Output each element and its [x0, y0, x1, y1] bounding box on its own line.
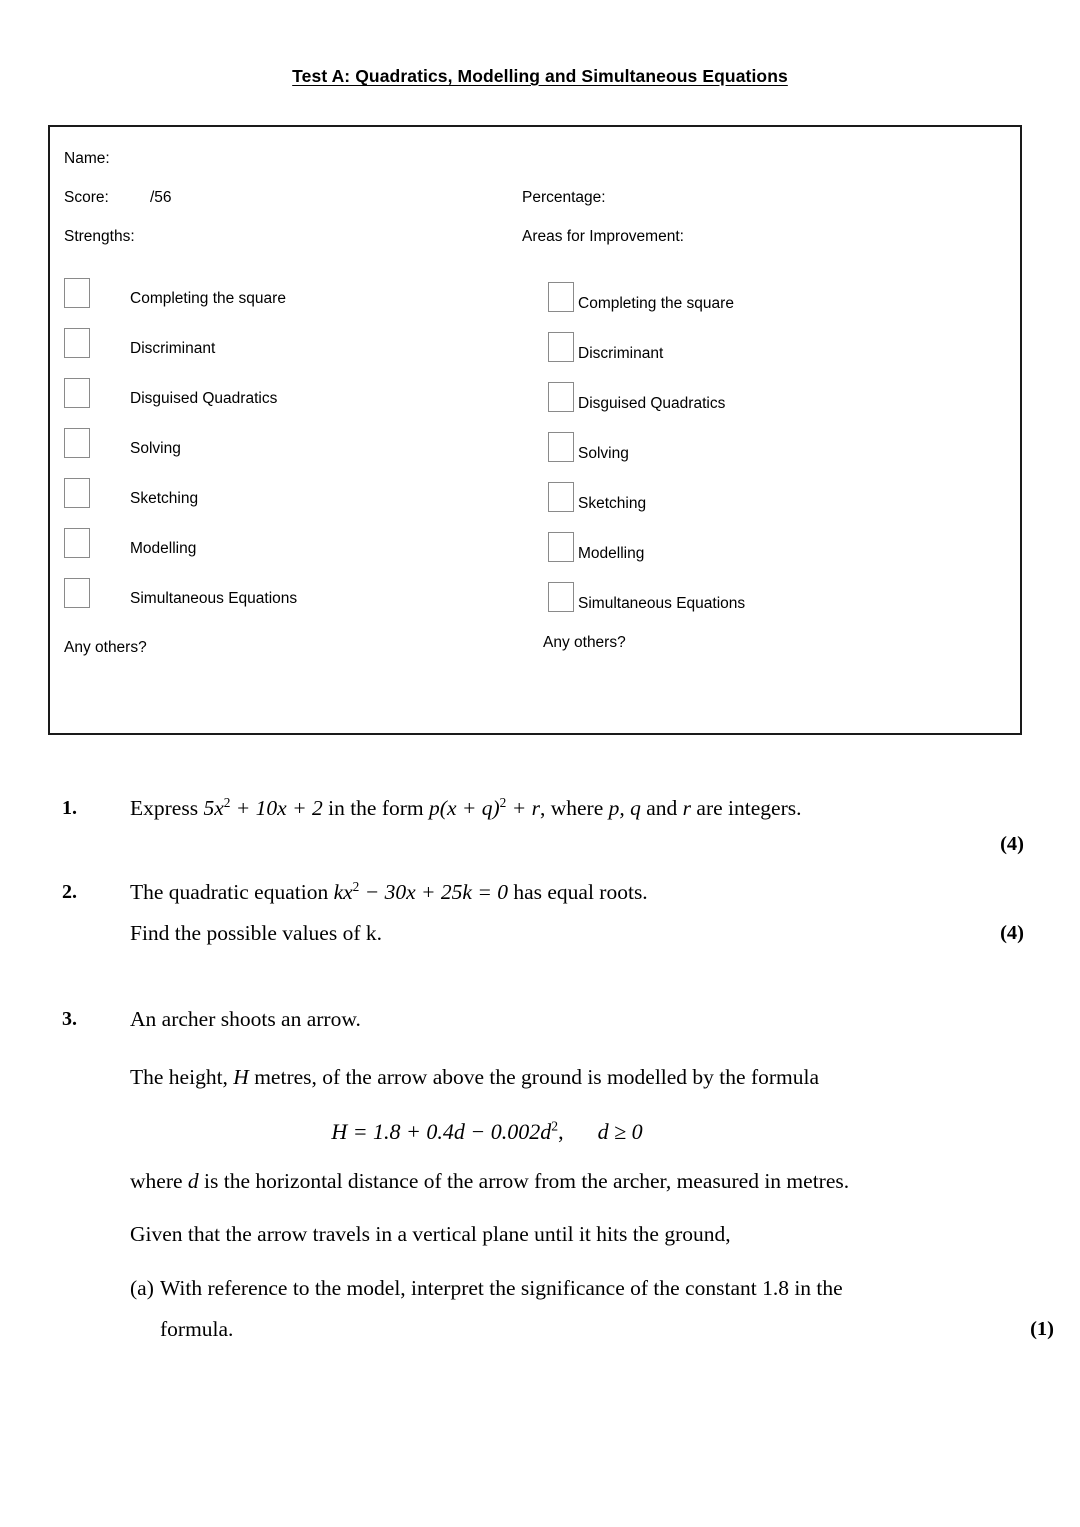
q1-expr-a: 5x [203, 796, 224, 820]
question-3-part-a-marks: (1) [1030, 1318, 1054, 1340]
question-1 [0, 794, 1080, 860]
checkbox-label: Disguised Quadratics [130, 390, 278, 407]
q1-var-r: r [682, 796, 692, 820]
areas-for-improvement-heading: Areas for Improvement: [522, 228, 684, 245]
checkbox-icon[interactable] [64, 328, 90, 358]
checkbox-icon[interactable] [548, 332, 574, 362]
part-a-tag: (a) [130, 1275, 154, 1300]
checkbox-label: Modelling [578, 545, 645, 562]
q1-part-d: + r [506, 796, 540, 820]
question-3-line-1: An archer shoots an arrow. [130, 1006, 361, 1031]
question-3-line-2 [130, 1067, 1024, 1089]
checkbox-icon[interactable] [548, 382, 574, 412]
checkbox-icon[interactable] [548, 532, 574, 562]
question-3 [0, 1006, 1080, 1341]
checkbox-label: Completing the square [130, 290, 286, 307]
score-field-label: Score: [64, 189, 109, 206]
formula-domain: d ≥ 0 [597, 1118, 643, 1144]
checkbox-icon[interactable] [548, 582, 574, 612]
q3-var-H: H [233, 1065, 249, 1089]
any-others-strengths-label: Any others? [64, 639, 147, 656]
question-3-part-a [130, 1275, 1024, 1300]
strengths-heading: Strengths: [64, 228, 135, 245]
checkbox-label: Solving [578, 445, 629, 462]
checkbox-icon[interactable] [548, 282, 574, 312]
question-2-marks: (4) [1000, 922, 1024, 944]
question-number: 1. [62, 797, 77, 819]
question-2-line-1 [130, 878, 1024, 904]
page-title: Test A: Quadratics, Modelling and Simultaneous Equations [292, 66, 788, 86]
percentage-field-label: Percentage: [522, 189, 606, 206]
q2-part-a: The quadratic equation [130, 879, 334, 904]
q2-line2-text: Find the possible values of k. [130, 921, 383, 945]
feedback-cover-box [48, 125, 1022, 735]
checkbox-label: Simultaneous Equations [578, 595, 746, 612]
questions-section [0, 780, 1080, 1341]
question-2 [0, 878, 1080, 945]
q3-part-b: metres, of the arrow above the ground is modelled by the formula [248, 1065, 820, 1089]
name-field-label: Name: [64, 150, 110, 167]
q3-line3-part-b: is the horizontal distance of the arrow from the archer, measured in metres. [198, 1168, 850, 1193]
question-number: 3. [62, 1007, 77, 1030]
checkbox-icon[interactable] [64, 528, 90, 558]
q3-var-d: d [187, 1168, 199, 1193]
q1-part-a: Express [130, 796, 204, 820]
q2-exponent: 2 [352, 878, 360, 894]
part-a-text-line2: formula. [160, 1317, 234, 1341]
formula-main: H = 1.8 + 0.4d − 0.002d [331, 1118, 552, 1144]
part-a-text: With reference to the model, interpret the significance of the constant 1.8 in the [160, 1275, 843, 1300]
q1-part-c: in the form [322, 796, 430, 820]
checkbox-label: Modelling [130, 540, 197, 557]
formula-comma: , [558, 1118, 564, 1144]
checkbox-icon[interactable] [548, 482, 574, 512]
q1-vars-pq: p, q [608, 796, 641, 820]
checkbox-label: Simultaneous Equations [130, 590, 298, 607]
checkbox-label: Sketching [130, 490, 199, 507]
checkbox-icon[interactable] [64, 578, 90, 608]
question-number: 2. [62, 880, 77, 903]
q2-part-c: has equal roots. [507, 879, 648, 904]
q1-part-g: are integers. [691, 796, 802, 820]
q3-part-a: The height, [130, 1065, 234, 1089]
formula-exponent: 2 [551, 1118, 559, 1134]
checkbox-icon[interactable] [64, 378, 90, 408]
question-3-line-4: Given that the arrow travels in a vertical plane until it hits the ground, [130, 1222, 731, 1246]
q2-part-b: − 30x + 25k = 0 [359, 879, 508, 904]
q2-expr: kx [333, 879, 353, 904]
any-others-areas-label: Any others? [543, 634, 626, 651]
checkbox-icon[interactable] [64, 278, 90, 308]
q1-expr-b: p(x + q) [429, 796, 500, 820]
q1-exponent-b: 2 [499, 794, 507, 810]
q1-part-e: , where [539, 796, 609, 820]
checkbox-icon[interactable] [64, 478, 90, 508]
checkbox-label: Solving [130, 440, 181, 457]
checkbox-label: Discriminant [130, 340, 216, 357]
checkbox-label: Sketching [578, 495, 647, 512]
q1-part-f: and [640, 796, 683, 820]
q1-part-b: + 10x + 2 [230, 796, 323, 820]
question-2-line-2 [130, 923, 1024, 945]
checkbox-label: Completing the square [578, 295, 734, 312]
checkbox-icon[interactable] [64, 428, 90, 458]
checkbox-label: Discriminant [578, 345, 664, 362]
checkbox-icon[interactable] [548, 432, 574, 462]
score-total-value: /56 [150, 189, 172, 206]
q3-line3-part-a: where [130, 1168, 188, 1193]
q1-exponent-a: 2 [223, 794, 231, 810]
question-1-marks: (4) [1000, 832, 1024, 855]
question-3-formula [130, 1118, 1024, 1144]
question-3-part-a-continued [160, 1317, 1054, 1341]
question-3-line-3 [130, 1168, 1024, 1193]
question-1-text [130, 794, 1024, 820]
checkbox-label: Disguised Quadratics [578, 395, 726, 412]
